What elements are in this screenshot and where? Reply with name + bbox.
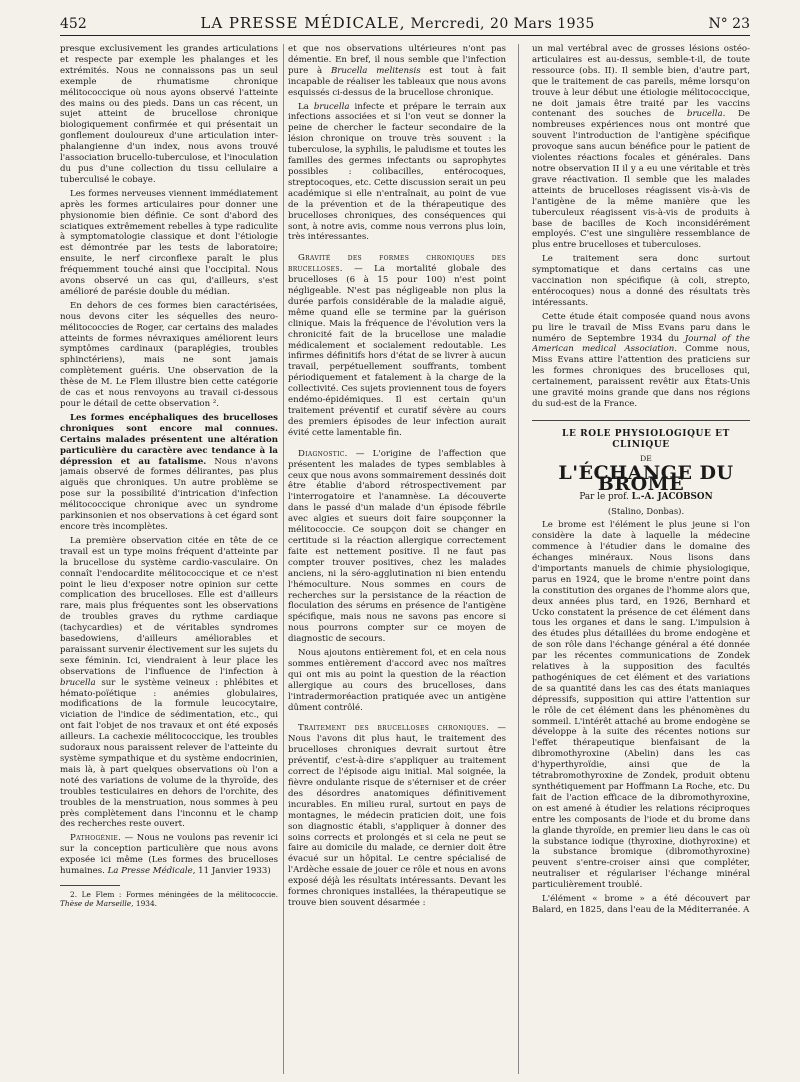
paragraph-text: — Nous ne voulons pas revenir ici sur la conception particulière que nous avons exposée ici même (Les formes des brucelloses humaines. (60, 833, 278, 877)
paragraph (532, 312, 750, 410)
paragraph-text: . De nombreuses expériences nous ont montré que souvent l'introduction de l'antigène spécifique provoque sans aucun bénéfice pour le patient de violentes réactions focales et générales. Dans notre observation II il y a eu une véritable et très grave réactivation. Il semble que les malades atteints de brucelloses réagissent vis-à-vis de l'antigène de la même manière que les tuberculeux réagissent vis-à-vis de produits à base de bacilles de Koch inconsidérément employés. C'est une singulière ressemblance de plus entre brucelloses et tuberculoses. (532, 109, 750, 251)
footnote-rule (60, 885, 120, 886)
article-body (532, 520, 750, 916)
paragraph-text: . Comme nous, Miss Evans attire l'attention des praticiens sur les formes chroniques des brucelloses qui, certainement, paraissent revêtir aux États-Unis une gravité moins grande que dans nos régions du sud-est de la France. (532, 344, 750, 409)
paragraph-text: Cette étude était composée quand nous avons pu lire le travail de Miss Evans paru dans le numéro de Septembre 1934 du (532, 311, 750, 344)
author-prefix: Par le prof. (579, 492, 632, 503)
author-affiliation: (Stalino, Donbas). (607, 506, 685, 517)
paragraph-text: — La mortalité globale des brucelloses (6 à 15 pour 100) n'est point négligeable. N'est pas négligeable non plus la durée parfois considérable de la maladie aiguë, même quand elle se termine par la guérison clinique. Mais la fréquence de l'évolution vers la chronicité fait de la brucellose une maladie médicalement et socialement redoutable. Les infirmes définitifs hors d'état de se livrer à aucun travail, perpétuellement souffrants, tombent périodiquement et fatalement à la charge de la collectivité. Ces sujets proviennent tous de foyers endémo-épidémiques. Il est certain qu'un traitement préventif et curatif sévère au cours des premiers épisodes de leur infection aurait évité cette lamentable fin. (288, 264, 506, 438)
paragraph-text: La (298, 101, 314, 112)
article-kicker-connector: DE (640, 453, 652, 463)
italic-title: Journal of the American medical Association (532, 333, 750, 355)
footnote-text: 2. Le Flem : Formes méningées de la mélitococcie. (70, 889, 278, 899)
footnote-italic: Thèse de Marseille (60, 899, 132, 909)
section-head: Pathogénie. (70, 833, 122, 844)
author-name: L.-A. JACOBSON (631, 492, 713, 503)
paragraph-text: — L'origine de l'affection que présentent les malades de types semblables à ceux que nous avons sommairement dessinés doit être établie d'abord rétrospectivement par l'interrogatoire et l'anamnèse. La découverte dans le passé d'un malade d'un épisode fébrile avec algies et sueurs doit faire soupçonner la mélitococcie. Ce soupçon doit se changer en certitude si la réaction allergique correctement faite est nettement positive. Il ne faut pas compter trouver positives, chez les malades anciens, ni la séro-agglutination ni bien entendu l'hémoculture. Nous sommes en cours de recherches sur la persistance de la réaction de floculation des sérums en présence de l'antigène spécifique, mais nous ne savons pas encore si nous pourrons compter sur ce moyen de diagnostic de secours. (288, 448, 506, 645)
footnote (60, 890, 278, 909)
italic-term: Brucella melitensis (330, 65, 421, 76)
paragraph (60, 413, 278, 533)
article-author (532, 492, 750, 503)
section-head: Traitement des brucelloses chroniques. (298, 723, 490, 734)
paragraph: En dehors de ces formes bien caractérisées, nous devons citer les séquelles des neuro-mélitococcies de Roger, car certains des malades atteints de formes névraxiques améliorent leurs symptômes cardinaux (paraplégies, troubles sphinctériens), mais ne sont jamais complètement guéris. Une observation de la thèse de M. Le Flem illustre bien cette catégorie de cas et nous renvoyons au travail ci-dessous pour le détail de cette observation ². (60, 300, 278, 409)
paragraph: Le traitement sera donc surtout symptomatique et dans certains cas une vaccination non spécifique (à coli, strepto, entérocoques) nous a donné des résultats très intéressants. (532, 254, 750, 308)
paragraph (60, 833, 278, 877)
column-rule (518, 44, 519, 1074)
italic-term: brucella (60, 677, 96, 688)
emphasis-text: Les formes encéphaliques des brucelloses chroniques sont encore mal connues. Certains malades présentent une altération particulière du caractère avec tendance à la dépression et au fatalisme. (60, 412, 278, 467)
italic-term: brucella (313, 101, 350, 112)
article-kicker: LE ROLE PHYSIOLOGIQUE ET CLINIQUE (562, 428, 730, 450)
paragraph (60, 536, 278, 830)
paragraph: Les formes nerveuses viennent immédiatement après les formes articulaires pour donner une physionomie bien définie. Ce sont d'abord des sciatiques extrêmement rebelles à type radiculite à symptomatologie classique et dont l'étiologie est démontrée par les tests de laboratoire; ensuite, le nerf circonflexe paraît le plus fréquemment touché ainsi que l'occipital. Nous avons observé un cas qui, d'ailleurs, s'est amélioré de parésie double du médian. (60, 188, 278, 297)
paragraph (288, 102, 506, 244)
paragraph: L'élément « brome » a été découvert par Balard, en 1825, dans l'eau de la Méditerranée. A (532, 894, 750, 915)
paragraph-text: et que nos observations ultérieures n'ont pas démentie. En bref, il nous semble que l'infection pure à (288, 44, 506, 76)
issue-number: N° 23 (708, 16, 750, 32)
issue-date: Mercredi, 20 Mars 1935 (410, 16, 595, 32)
paragraph (532, 44, 750, 251)
paragraph-text: La première observation citée en tête de ce travail est un type moins fréquent d'atteinte par la brucellose du système cardio-vasculaire. On connaît l'endocardite mélitococcique et ce n'est point le lieu d'exposer notre opinion sur cette complication des brucelloses. Elle est d'ailleurs rare, mais plus fréquentes sont les observations de troubles graves du rythme cardiaque (tachycardies) et de véritables syndromes basedowiens, d'ailleurs améliorables et paraissant survenir électivement sur les sujets du sexe féminin. Ici, viendraient à leur place les observations de l'influence de l'infection à (60, 535, 278, 677)
column-rule (283, 44, 284, 1074)
journal-masthead (200, 14, 594, 32)
paragraph: Nous ajoutons entièrement foi, et en cela nous sommes entièrement d'accord avec nos maîtres qui ont mis au point la question de la réaction allergique au cours des brucelloses, dans l'intradermoréaction pratiquée avec un antigène dûment contrôlé. (288, 648, 506, 713)
paragraph (288, 44, 506, 99)
running-header (60, 12, 750, 36)
paragraph (288, 723, 506, 908)
journal-name: LA PRESSE MÉDICALE, (200, 14, 406, 32)
paragraph-text: — Nous l'avons dit plus haut, le traitement des brucelloses chroniques devrait surtout être préventif, c'est-à-dire s'appliquer au traitement correct de l'épisode aigu initial. Mal soignée, la fièvre ondulante risque de s'éterniser et de créer des désordres anatomiques définitivement incurables. En milieu rural, surtout en pays de montagnes, le médecin praticien doit, une fois son diagnostic établi, s'appliquer à donner des soins corrects et prolongés et si cela ne peut se faire au domicile du malade, ce dernier doit être évacué sur un hôpital. Le centre spécialisé de l'Ardèche essaie de jouer ce rôle et nous en avons exposé déjà les résultats intéressants. Devant les formes chroniques installées, la thérapeutique se trouve bien souvent désarmée : (288, 723, 506, 908)
paragraph-text: sur le système veineux : phlébites et hémato-poïétique : anémies globulaires, modifications de la formule leucocytaire, viciation de l'indice de sédimentation, etc., qui ont fait l'objet de nos travaux et ont été exposés ailleurs. La cachexie mélitococcique, les troubles sudoraux nous paraissent relever de l'atteinte du système sympathique et du système endocrinien, mais là, à part quelques observations où l'on a noté des variations de volume de la thyroïde, des troubles testiculaires en dehors de l'orchite, des troubles de la menstruation, nous sommes à peu près complètement dans l'inconnu et le champ des recherches reste ouvert. (60, 677, 278, 830)
paragraph-text: est tout à fait incapable de réaliser les tableaux que nous avons esquissés ci-dessus de la brucellose chronique. (288, 65, 506, 98)
section-head: Gravité des formes chroniques des brucelloses. (288, 253, 506, 275)
italic-title: La Presse Médicale (107, 866, 193, 877)
column-2 (288, 44, 506, 1074)
article-separator (532, 420, 750, 421)
column-3 (532, 44, 750, 1074)
footnote-text: , 1934. (131, 899, 158, 909)
italic-term: brucella (686, 109, 723, 120)
paragraph (288, 253, 506, 438)
article-title: L'ÉCHANGE DU BROME (558, 461, 734, 495)
paragraph-text: un mal vertébral avec de grosses lésions ostéo-articulaires est au-dessus, semble-t-il, de toute ressource (obs. II). Il semble bien, d'autre part, que le traitement de cas pareils, même lorsqu'on trouve à leur début une étiologie mélitococcique, ne doit jamais être traité par les vaccins contenant des souches de (532, 44, 750, 120)
paragraph: presque exclusivement les grandes articulations et respecte par exemple les phalanges et les extrémités. Nous ne connaissons pas un seul exemple de rhumatisme chronique mélitococcique où nous ayons observé l'atteinte des mains ou des pieds. Dans un cas récent, un sujet atteint de brucellose chronique biologiquement confirmée et qui présentait un gonflement douloureux d'une articulation inter-phalangienne d'un index, nous avons trouvé l'association brucello-tuberculose, et l'inoculation du pus d'une collection du tissu cellulaire a tuberculisé le cobaye. (60, 44, 278, 185)
column-1 (60, 44, 278, 1074)
paragraph (288, 449, 506, 645)
paragraph-text: , 11 Janvier 1933) (192, 866, 271, 877)
page-number: 452 (60, 16, 87, 32)
paragraph-text: infecte et prépare le terrain aux infections associées et si l'on veut se donner la peine de chercher le facteur secondaire de la lésion chronique on trouve très souvent : la tuberculose, la syphilis, le paludisme et toutes les familles des germes infectants ou saprophytes possibles : colibacilles, entérocoques, streptocoques, etc. Cette discussion serait un peu académique si elle n'entraînait, au point de vue de la prévention et de la thérapeutique des brucelloses chroniques, des conséquences qui sont, à notre avis, comme nous verrons plus loin, très intéressantes. (288, 101, 506, 243)
paragraph-text: Nous n'avons jamais observé de formes délirantes, pas plus aiguës que chroniques. Un autre problème se pose sur la possibilité d'intrication d'infection mélitococcique chronique avec un syndrome parkinsonien et nos observations à cet égard sont encore très incomplètes. (60, 456, 278, 532)
section-head: Diagnostic. (298, 448, 348, 459)
paragraph: Le brome est l'élément le plus jeune si l'on considère la date à laquelle la médecine commence à l'étudier dans le domaine des échanges minéraux. Nous lisons dans d'importants manuels de chimie physiologique, parus en 1924, que le brome n'entre point dans la constitution des organes de l'homme alors que, deux années plus tard, en 1926, Bernhard et Ucko constatent la présence de cet élément dans tous les organes et dans le sang. L'impulsion à des études plus détaillées du brome endogène et de son rôle dans l'échange général a été donnée par les récentes communications de Zondek relatives à la supposition des facultés pathogéniques de cet élément et des variations de sa quantité dans les cas des états maniaques dépressifs, supposition qui attire l'attention sur le rôle de cet élément dans les phénomènes du sommeil. L'intérêt attaché au brome endogène se développe à la suite des récentes notions sur l'effet thérapeutique bienfaisant de la dibromothyroxine (Abelin) dans les cas d'hyperthyroïdie, ainsi que de la tétrabromothyroxine de Zondek, produit obtenu synthétiquement par Hoffmann La Roche, etc. Du fait de l'action efficace de la dibromothyroxine, on est amené à étudier les relations réciproques entre les composants de l'iode et du brome dans la glande thyroïde, en premier lieu dans le cas où la substance iodique (thyroxine, diothyroxine) et la substance bromique (dibromothyroxine) peuvent s'entre-croiser ainsi que compléter, neutraliser et régulariser l'échange minéral particulièrement troublé. (532, 520, 750, 891)
